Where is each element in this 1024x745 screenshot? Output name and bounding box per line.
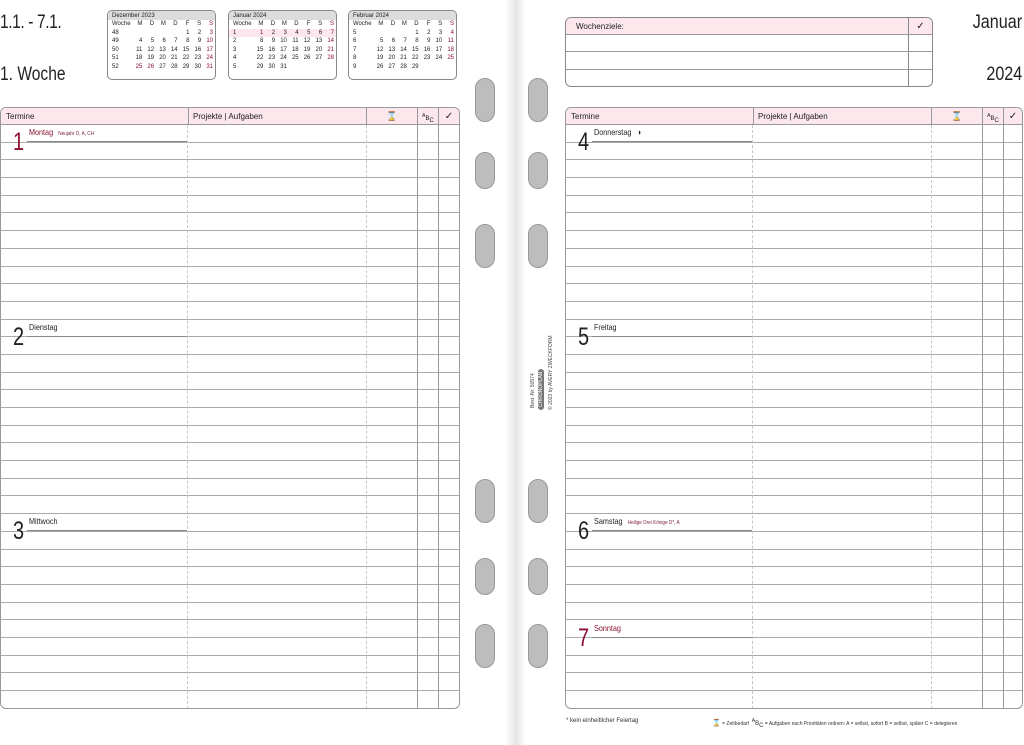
calendar-day: 29 xyxy=(256,63,264,70)
weekday-header: M xyxy=(401,21,407,27)
mini-calendar-january xyxy=(228,10,337,80)
zeit-legend: = Zeitbedarf xyxy=(722,721,749,727)
calendar-day: 17 xyxy=(206,46,213,53)
weekday-header: Woche xyxy=(233,21,252,27)
column-divider xyxy=(982,125,983,709)
hourglass-icon: ⌛ xyxy=(386,111,398,121)
column-divider xyxy=(187,125,188,709)
calendar-day: 17 xyxy=(435,46,443,53)
right-planner-grid xyxy=(565,107,1023,709)
calendar-day: 9 xyxy=(197,38,202,45)
calendar-day: 6 xyxy=(391,38,396,45)
calendar-day: 2 xyxy=(197,29,202,36)
day-block-mittwoch xyxy=(1,514,187,550)
mini-calendar-title: Dezember 2023 xyxy=(108,11,215,20)
planner-row[interactable] xyxy=(1,249,459,267)
weekly-goals-box xyxy=(565,17,933,87)
calendar-day: 25 xyxy=(291,55,299,62)
calendar-day: 16 xyxy=(194,46,202,53)
planner-row[interactable] xyxy=(566,249,1022,267)
calendar-day: 10 xyxy=(435,38,443,45)
calendar-day: 9 xyxy=(427,38,431,45)
calendar-day: 3 xyxy=(277,29,289,38)
calendar-day: 7 xyxy=(403,38,407,45)
month-title: Januar xyxy=(972,12,1022,33)
weekday-header: D xyxy=(270,21,276,27)
calendar-day xyxy=(421,63,433,72)
weekday-header: M xyxy=(160,21,166,27)
day-underline xyxy=(592,637,752,638)
planner-row[interactable] xyxy=(1,284,459,302)
weekday-header: Woche xyxy=(112,21,131,27)
calendar-day: 21 xyxy=(327,46,334,53)
planner-row[interactable] xyxy=(566,585,1022,603)
calendar-day: 1 xyxy=(254,29,266,38)
termine-header: Termine xyxy=(571,112,600,121)
calendar-day: 31 xyxy=(206,63,213,70)
calendar-day xyxy=(397,29,409,38)
goal-line[interactable] xyxy=(566,52,908,68)
day-underline xyxy=(592,336,752,337)
planner-row[interactable] xyxy=(1,656,459,674)
day-underline xyxy=(27,141,187,142)
check-icon: ✓ xyxy=(908,18,932,34)
calendar-day xyxy=(301,63,313,72)
punch-hole xyxy=(528,224,548,268)
calendar-day: 15 xyxy=(411,46,419,53)
calendar-day: 19 xyxy=(376,55,384,62)
weekday-header: S xyxy=(208,21,213,27)
day-block-sonntag xyxy=(566,621,752,657)
punch-hole xyxy=(475,152,495,189)
calendar-day: 7 xyxy=(324,29,336,38)
projekte-header: Projekte | Aufgaben xyxy=(753,108,931,124)
footnote: * kein einheitlicher Feiertag xyxy=(566,718,639,724)
planner-row[interactable] xyxy=(1,585,459,603)
calendar-day: 21 xyxy=(170,55,178,62)
punch-hole xyxy=(475,479,495,523)
abc-priority-icon: $^AB_C$ xyxy=(417,108,438,124)
day-number: 6 xyxy=(578,517,590,546)
planner-row[interactable] xyxy=(566,673,1022,691)
week-number: 9 xyxy=(353,63,357,70)
calendar-day: 10 xyxy=(206,38,213,45)
weekday-header: D xyxy=(294,21,299,27)
calendar-day: 31 xyxy=(280,63,287,70)
day-name: Mittwoch xyxy=(29,516,58,527)
week-number: 6 xyxy=(353,38,357,45)
planner-row[interactable] xyxy=(566,302,1022,320)
week-number: 48 xyxy=(112,29,119,36)
calendar-day xyxy=(432,63,444,72)
punch-hole xyxy=(475,224,495,268)
order-number: Best.-Nr. 50574 xyxy=(530,373,536,408)
calendar-day: 28 xyxy=(327,55,334,62)
calendar-day: 14 xyxy=(170,46,178,53)
planner-row[interactable] xyxy=(1,373,459,391)
planner-row[interactable] xyxy=(566,355,1022,373)
left-planner-grid xyxy=(0,107,460,709)
planner-row[interactable] xyxy=(566,691,1022,709)
week-number: 8 xyxy=(353,55,357,62)
calendar-day: 14 xyxy=(327,38,334,45)
planner-row[interactable] xyxy=(566,567,1022,585)
weekday-header: Woche xyxy=(353,21,372,27)
calendar-day: 22 xyxy=(256,55,264,62)
column-divider xyxy=(438,125,439,709)
abc-priority-icon: $^AB_C$ xyxy=(982,108,1003,124)
calendar-day: 12 xyxy=(147,46,155,53)
calendar-day: 14 xyxy=(400,46,407,53)
calendar-day xyxy=(156,29,168,38)
day-name: Samstag Heilige Drei Könige D*, A xyxy=(594,516,680,527)
calendar-day: 23 xyxy=(268,55,276,62)
weekday-header: S xyxy=(197,21,202,27)
calendar-day: 27 xyxy=(388,63,396,70)
calendar-day xyxy=(133,29,145,38)
day-underline xyxy=(592,141,752,142)
punch-hole xyxy=(528,558,548,595)
planner-row[interactable] xyxy=(566,267,1022,285)
calendar-day: 5 xyxy=(150,38,155,45)
mini-calendar-title: Februar 2024 xyxy=(349,11,456,20)
planner-row[interactable] xyxy=(1,160,459,178)
day-number: 3 xyxy=(13,517,25,546)
planner-row[interactable] xyxy=(566,603,1022,621)
calendar-day: 3 xyxy=(209,29,213,36)
week-number: 52 xyxy=(112,63,119,70)
calendar-day: 21 xyxy=(400,55,407,62)
calendar-day: 2 xyxy=(427,29,431,36)
calendar-day: 25 xyxy=(135,63,143,70)
planner-row[interactable] xyxy=(566,550,1022,568)
column-divider xyxy=(366,125,367,709)
column-divider xyxy=(417,125,418,709)
planner-row[interactable] xyxy=(566,213,1022,231)
day-name: Dienstag xyxy=(29,321,58,332)
planner-row[interactable] xyxy=(1,355,459,373)
week-number: 50 xyxy=(112,46,119,53)
weekday-header: D xyxy=(149,21,155,27)
planner-row[interactable] xyxy=(1,479,459,497)
calendar-day: 4 xyxy=(450,29,454,36)
day-number: 5 xyxy=(578,322,590,351)
planner-row[interactable] xyxy=(1,443,459,461)
weekday-header: D xyxy=(173,21,178,27)
calendar-day: 25 xyxy=(447,55,454,62)
calendar-day: 26 xyxy=(376,63,384,70)
publisher-imprint xyxy=(528,330,560,410)
goal-line[interactable] xyxy=(566,35,908,51)
calendar-day: 19 xyxy=(303,46,311,53)
check-icon: ✓ xyxy=(438,108,459,124)
weekday-header: F xyxy=(426,21,431,27)
calendar-day: 24 xyxy=(435,55,443,62)
planner-row[interactable] xyxy=(1,673,459,691)
day-block-montag xyxy=(1,125,187,161)
abc-legend: = Aufgaben nach Prioritäten ordnen: A = selbst, sofort B = selbst, später C = delegieren xyxy=(764,721,958,727)
planner-row[interactable] xyxy=(566,390,1022,408)
calendar-day xyxy=(289,63,301,72)
calendar-day: 28 xyxy=(170,63,178,70)
planner-row[interactable] xyxy=(1,302,459,320)
punch-hole xyxy=(528,624,548,668)
weekday-header: S xyxy=(438,21,443,27)
weekday-header: F xyxy=(306,21,311,27)
calendar-day: 7 xyxy=(174,38,178,45)
calendar-day: 24 xyxy=(206,55,213,62)
calendar-day: 12 xyxy=(303,38,311,45)
calendar-day: 1 xyxy=(415,29,419,36)
week-number: 5 xyxy=(353,29,357,36)
hourglass-icon: ⌛ xyxy=(951,111,963,121)
calendar-day: 11 xyxy=(136,46,143,53)
planner-row[interactable] xyxy=(1,408,459,426)
calendar-day: 20 xyxy=(159,55,166,62)
calendar-day: 27 xyxy=(159,63,166,70)
planner-row[interactable] xyxy=(1,267,459,285)
calendar-day: 23 xyxy=(423,55,431,62)
planner-row[interactable] xyxy=(566,408,1022,426)
weekday-header: M xyxy=(281,21,287,27)
week-number: 5 xyxy=(233,63,237,70)
planner-row[interactable] xyxy=(566,160,1022,178)
weekday-header: M xyxy=(258,21,264,27)
planner-row[interactable] xyxy=(1,550,459,568)
planner-row[interactable] xyxy=(1,390,459,408)
mini-calendar-december xyxy=(107,10,216,80)
week-range: 1.1. - 7.1. xyxy=(0,12,62,33)
day-number: 4 xyxy=(578,128,590,156)
day-underline xyxy=(27,530,187,531)
copyright: © 2023 by AVERY ZWECKFORM xyxy=(548,335,554,410)
legend xyxy=(712,718,957,729)
planner-row[interactable] xyxy=(566,496,1022,514)
calendar-day: 13 xyxy=(315,38,323,45)
weekday-header: M xyxy=(378,21,384,27)
calendar-day: 5 xyxy=(380,38,384,45)
weekday-header: F xyxy=(185,21,190,27)
weekday-header: D xyxy=(390,21,396,27)
calendar-day: 13 xyxy=(159,46,166,53)
goal-checkbox[interactable] xyxy=(908,35,932,51)
calendar-day: 22 xyxy=(182,55,190,62)
abc-priority-icon: $^AB_C$ xyxy=(751,718,764,729)
goal-checkbox[interactable] xyxy=(908,70,932,87)
calendar-day: 8 xyxy=(415,38,419,45)
termine-header: Termine xyxy=(6,112,35,121)
column-divider xyxy=(752,125,753,709)
week-number: 2 xyxy=(233,38,237,45)
calendar-day: 22 xyxy=(411,55,419,62)
week-label: 1. Woche xyxy=(0,64,66,85)
day-number: 7 xyxy=(578,623,590,652)
mini-calendar-title: Januar 2024 xyxy=(229,11,336,20)
planner-row[interactable] xyxy=(1,496,459,514)
calendar-day: 27 xyxy=(315,55,323,62)
planner-row[interactable] xyxy=(566,443,1022,461)
day-underline xyxy=(592,530,752,531)
calendar-day: 20 xyxy=(315,46,323,53)
calendar-day: 11 xyxy=(292,38,299,45)
day-block-donnerstag xyxy=(566,125,752,161)
weekday-header: D xyxy=(414,21,419,27)
punch-hole xyxy=(528,479,548,523)
brand-logo: CHRONOPLAN xyxy=(538,369,544,410)
calendar-day: 28 xyxy=(400,63,407,70)
calendar-day: 16 xyxy=(268,46,276,53)
day-name: Donnerstag ◑ xyxy=(594,127,642,137)
planner-row[interactable] xyxy=(1,620,459,638)
planner-row[interactable] xyxy=(1,213,459,231)
goal-line[interactable] xyxy=(566,70,908,87)
week-number: 3 xyxy=(233,46,237,53)
column-divider xyxy=(931,125,932,709)
weekday-header: S xyxy=(329,21,334,27)
calendar-day: 8 xyxy=(260,38,264,45)
planner-row[interactable] xyxy=(566,284,1022,302)
day-name: Sonntag xyxy=(594,622,621,633)
planner-row[interactable] xyxy=(566,231,1022,249)
calendar-day: 30 xyxy=(194,63,202,70)
calendar-day: 29 xyxy=(411,63,419,70)
planner-row[interactable] xyxy=(566,479,1022,497)
calendar-day: 20 xyxy=(388,55,396,62)
projekte-header: Projekte | Aufgaben xyxy=(188,108,366,124)
day-block-freitag xyxy=(566,320,752,356)
calendar-day: 8 xyxy=(186,38,190,45)
punch-hole xyxy=(475,78,495,122)
day-name: Freitag xyxy=(594,321,617,332)
calendar-day: 15 xyxy=(256,46,264,53)
day-number: 1 xyxy=(13,128,25,156)
week-number: 51 xyxy=(112,55,119,62)
calendar-day xyxy=(374,29,386,38)
calendar-day: 18 xyxy=(291,46,299,53)
day-block-samstag xyxy=(566,514,752,550)
calendar-day: 6 xyxy=(162,38,166,45)
calendar-day: 19 xyxy=(147,55,155,62)
calendar-day: 26 xyxy=(147,63,155,70)
calendar-day: 6 xyxy=(312,29,324,38)
calendar-day xyxy=(144,29,156,38)
calendar-day: 15 xyxy=(182,46,190,53)
holiday-label: Heilige Drei Könige D*, A xyxy=(627,520,680,527)
planner-row[interactable] xyxy=(1,196,459,214)
calendar-day xyxy=(444,63,456,72)
punch-hole xyxy=(528,152,548,189)
week-number: 7 xyxy=(353,46,357,53)
day-block-dienstag xyxy=(1,320,187,356)
calendar-day: 1 xyxy=(186,29,190,36)
calendar-day: 13 xyxy=(388,46,396,53)
punch-hole xyxy=(475,624,495,668)
calendar-day: 24 xyxy=(280,55,287,62)
week-number: 4 xyxy=(233,55,237,62)
calendar-day: 4 xyxy=(289,29,301,38)
calendar-day: 18 xyxy=(447,46,454,53)
planner-row[interactable] xyxy=(566,461,1022,479)
calendar-day xyxy=(324,63,336,72)
planner-row[interactable] xyxy=(1,638,459,656)
planner-row[interactable] xyxy=(566,426,1022,444)
planner-row[interactable] xyxy=(1,426,459,444)
calendar-day: 2 xyxy=(265,29,277,38)
binding-gutter xyxy=(505,0,525,745)
planner-row[interactable] xyxy=(1,461,459,479)
punch-hole xyxy=(475,558,495,595)
planner-row[interactable] xyxy=(1,567,459,585)
goal-checkbox[interactable] xyxy=(908,52,932,68)
calendar-day xyxy=(168,29,180,38)
calendar-day: 18 xyxy=(135,55,143,62)
calendar-day: 9 xyxy=(271,38,276,45)
day-underline xyxy=(27,336,187,337)
calendar-day: 30 xyxy=(268,63,276,70)
mini-calendar-february xyxy=(348,10,457,80)
planner-row[interactable] xyxy=(566,373,1022,391)
moon-phase-icon: ◑ xyxy=(634,127,642,137)
week-number: 1 xyxy=(229,29,254,38)
weekly-goals-label: Wochenziele: xyxy=(576,22,624,31)
planner-row[interactable] xyxy=(566,196,1022,214)
planner-row[interactable] xyxy=(566,178,1022,196)
calendar-day: 3 xyxy=(438,29,443,36)
planner-row[interactable] xyxy=(1,691,459,709)
calendar-day: 11 xyxy=(447,38,454,45)
calendar-day xyxy=(385,29,397,38)
weekday-header: S xyxy=(449,21,454,27)
weekday-header: S xyxy=(318,21,323,27)
planner-row[interactable] xyxy=(1,178,459,196)
punch-hole xyxy=(528,78,548,122)
hourglass-icon: ⌛ xyxy=(712,720,721,727)
calendar-day: 23 xyxy=(194,55,202,62)
column-divider xyxy=(1003,125,1004,709)
weekday-header: M xyxy=(137,21,143,27)
check-icon: ✓ xyxy=(1003,108,1022,124)
calendar-day: 5 xyxy=(301,29,313,38)
week-number: 49 xyxy=(112,38,119,45)
calendar-day: 17 xyxy=(280,46,287,53)
calendar-day: 16 xyxy=(423,46,431,53)
holiday-label: Neujahr D, A, CH xyxy=(58,131,95,137)
day-number: 2 xyxy=(13,322,25,351)
calendar-day: 26 xyxy=(303,55,311,62)
calendar-day: 4 xyxy=(139,38,143,45)
planner-row[interactable] xyxy=(566,656,1022,674)
calendar-day xyxy=(312,63,324,72)
calendar-day: 10 xyxy=(280,38,287,45)
day-name: Montag Neujahr D, A, CH xyxy=(29,127,95,137)
calendar-day: 29 xyxy=(182,63,190,70)
planner-row[interactable] xyxy=(1,231,459,249)
year-title: 2024 xyxy=(986,64,1022,85)
calendar-day: 12 xyxy=(376,46,384,53)
planner-row[interactable] xyxy=(1,603,459,621)
